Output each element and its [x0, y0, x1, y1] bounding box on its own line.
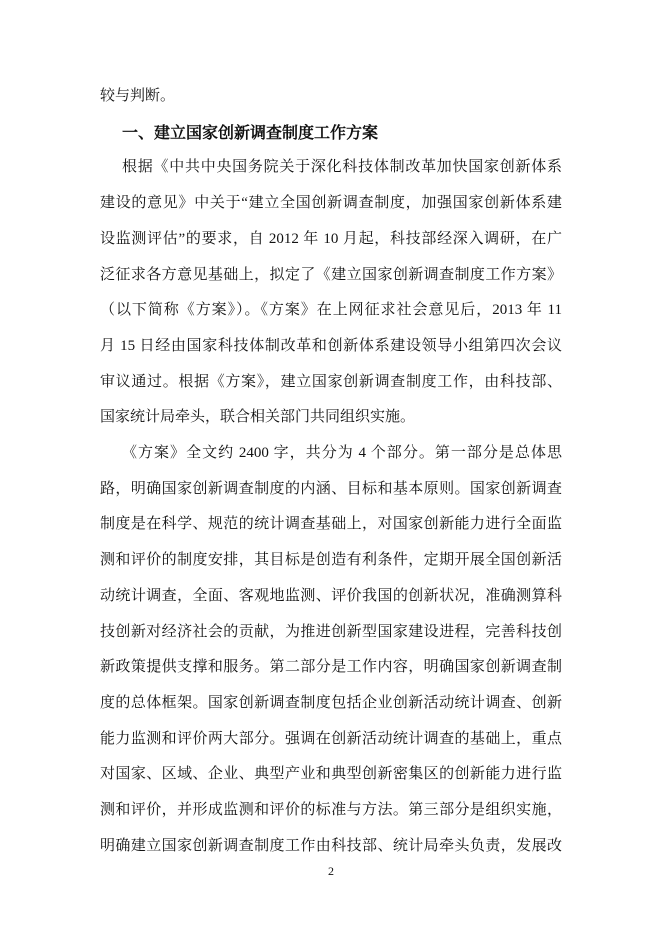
body-text-line: 制度是在科学、规范的统计调查基础上，对国家创新能力进行全面监 [100, 516, 562, 533]
body-text-line: 新政策提供支撑和服务。第二部分是工作内容，明确国家创新调查制 [100, 659, 562, 676]
page-number: 2 [328, 864, 334, 878]
body-text-line: 能力监测和评价两大部分。强调在创新活动统计调查的基础上，重点 [100, 730, 562, 747]
body-text-line: 对国家、区域、企业、典型产业和典型创新密集区的创新能力进行监 [100, 766, 562, 783]
body-text-line: 测和评价，并形成监测和评价的标准与方法。第三部分是组织实施， [100, 802, 562, 818]
body-text-line: 月 15 日经由国家科技体制改革和创新体系建设领导小组第四次会议 [100, 337, 562, 354]
body-text-line: 根据《中共中央国务院关于深化科技体制改革加快国家创新体系 [122, 159, 562, 176]
body-text-line: 动统计调查，全面、客观地监测、评价我国的创新状况，准确测算科 [100, 587, 562, 604]
body-text-line: （以下简称《方案》）。《方案》在上网征求社会意见后，2013 年 11 [100, 302, 562, 319]
body-text-line: 审议通过。根据《方案》，建立国家创新调查制度工作，由科技部、 [100, 373, 562, 390]
body-text-line: 技创新对经济社会的贡献，为推进创新型国家建设进程，完善科技创 [100, 623, 562, 640]
body-text-line: 建设的意见》中关于“建立全国创新调查制度，加强国家创新体系建 [100, 195, 562, 212]
body-text-line: 度的总体框架。国家创新调查制度包括企业创新活动统计调查、创新 [100, 694, 562, 711]
body-text-line: 《方案》全文约 2400 字，共分为 4 个部分。第一部分是总体思 [122, 445, 562, 461]
body-text-line: 泛征求各方意见基础上，拟定了《建立国家创新调查制度工作方案》 [100, 266, 562, 283]
body-text-line: 较与判断。 [100, 88, 176, 104]
body-text-line: 国家统计局牵头，联合相关部门共同组织实施。 [100, 409, 416, 426]
section-heading: 一、建立国家创新调查制度工作方案 [122, 122, 379, 142]
body-text-line: 明确建立国家创新调查制度工作由科技部、统计局牵头负责，发展改 [100, 837, 562, 854]
body-text-line: 测和评价的制度安排，其目标是创造有利条件，定期开展全国创新活 [100, 552, 562, 569]
body-text-line: 路，明确国家创新调查制度的内涵、目标和基本原则。国家创新调查 [100, 480, 562, 497]
body-text-line: 设监测评估”的要求，自 2012 年 10 月起，科技部经深入调研，在广 [100, 230, 562, 247]
